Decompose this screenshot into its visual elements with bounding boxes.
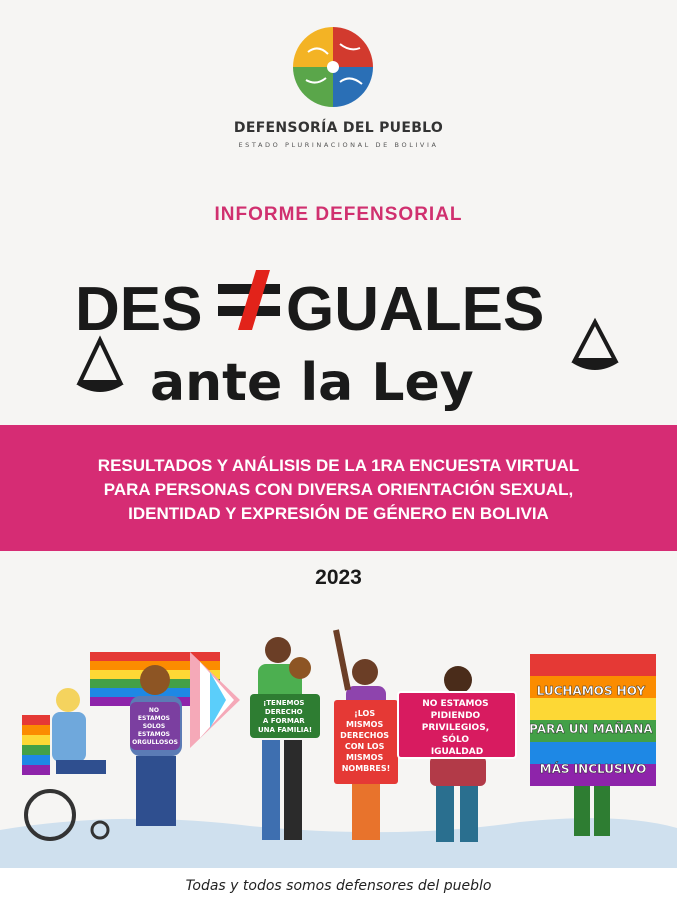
title-line-2: ante la Ley <box>150 353 474 413</box>
title-part-1: DES <box>75 275 203 344</box>
sign4-line: SÓLO <box>441 735 470 745</box>
report-type: INFORME DEFENSORIAL <box>214 204 463 225</box>
report-year: 2023 <box>315 566 362 589</box>
subtitle-line-2: PARA PERSONAS CON DIVERSA ORIENTACIÓN SEXUAL, <box>103 480 574 499</box>
org-subtitle: ESTADO PLURINACIONAL DE BOLIVIA <box>238 141 439 149</box>
sign1-line: SOLOS <box>142 723 166 730</box>
sign1-line: ORGULLOSOS <box>132 739 178 746</box>
sign1-line: ESTAMOS <box>137 731 170 738</box>
sign3-line: DERECHOS <box>340 731 390 740</box>
sign1-line: ESTAMOS <box>137 715 170 722</box>
sign3-line: MISMOS <box>345 753 384 762</box>
sign-2 <box>250 694 320 738</box>
footer-slogan: Todas y todos somos defensores del pueblo <box>185 878 492 894</box>
subtitle-line-1: RESULTADOS Y ANÁLISIS DE LA 1RA ENCUESTA VIRTUAL <box>97 456 580 475</box>
svg-text:¡TENEMOS DERECHO <box>258 699 312 734</box>
sign2-line: A FORMAR <box>262 717 305 725</box>
svg-text:NO ESTAMOS PIDIENDO <box>422 699 493 757</box>
svg-text:LUCHAMOS HOY PARA UN M <box>529 684 657 776</box>
sign1-line: NO <box>148 707 160 714</box>
org-name: DEFENSORÍA DEL PUEBLO <box>233 120 444 136</box>
not-equal-icon <box>218 270 280 330</box>
sign-3 <box>334 700 398 784</box>
crowd-illustration <box>0 610 677 872</box>
rainbow-banner <box>529 654 657 836</box>
sign4-line: PIDIENDO <box>430 711 481 721</box>
banner-line: MÁS INCLUSIVO <box>539 762 647 776</box>
main-title <box>0 0 677 420</box>
sign2-line: DERECHO <box>264 708 303 716</box>
banner-line: LUCHAMOS HOY <box>536 684 646 698</box>
subtitle-line-3: IDENTIDAD Y EXPRESIÓN DE GÉNERO EN BOLIVIA <box>128 504 549 523</box>
rainbow-flag-left <box>22 715 50 775</box>
sign4-line: PRIVILEGIOS, <box>421 723 490 733</box>
scale-icon-right <box>571 322 619 370</box>
sign2-line: UNA FAMILIA! <box>257 726 313 734</box>
sign2-line: ¡TENEMOS <box>263 699 305 707</box>
title-part-2: GUALES <box>286 275 545 344</box>
sign4-line: NO ESTAMOS <box>422 699 489 709</box>
scale-icon-left <box>76 340 124 392</box>
sign-1 <box>130 702 180 750</box>
footer-strip <box>0 868 677 922</box>
banner-line: PARA UN MAÑANA <box>529 722 653 736</box>
sign3-line: CON LOS <box>344 742 385 751</box>
sign4-line: IGUALDAD <box>430 747 484 757</box>
person-family <box>258 637 311 840</box>
sign3-line: MISMOS <box>345 720 384 729</box>
sign3-line: ¡LOS <box>354 709 376 718</box>
title-line-1 <box>75 270 544 344</box>
sign3-line: NOMBRES! <box>341 764 391 773</box>
sign-4 <box>398 692 516 758</box>
